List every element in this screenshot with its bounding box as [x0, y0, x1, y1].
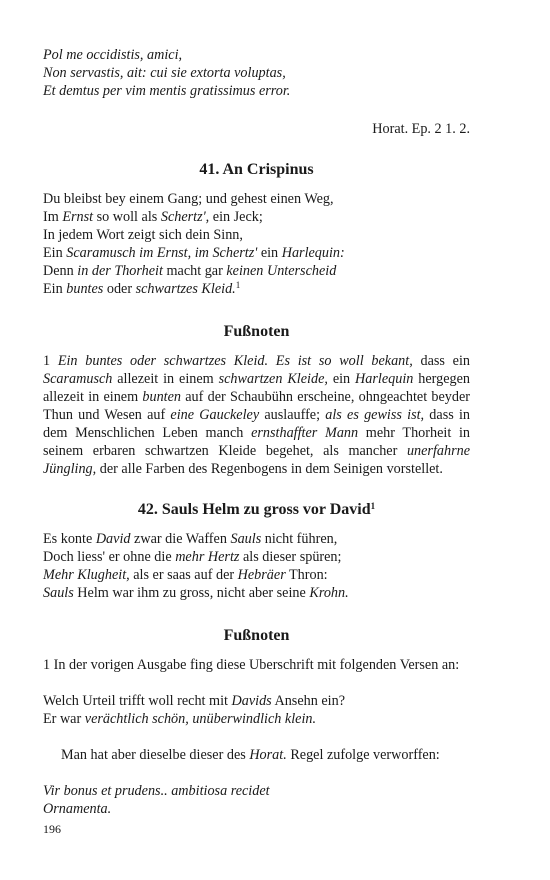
verse-line: Es konte David zwar die Waffen Sauls nicht führen, — [43, 531, 338, 547]
verse-line: Mehr Klugheit, als er saas auf der Hebräer Thron: — [43, 567, 328, 583]
verse-line: Ornamenta. — [43, 801, 112, 817]
footnote-ref[interactable]: 1 — [370, 501, 376, 511]
footnote-text: 1 Ein buntes oder schwartzes Kleid. Es ist so woll bekant, dass ein Scaramusch allezeit in einem schwartzen Kleide, ein Harlequin hergegen allezeit in einem bunten auf der Schaubühn erscheine, ohngeachtet beyder Thun und Wesen auf eine Gauckeley auslauffe; als es gewiss ist, dass in dem Menschlichen Leben manch ernsthaffter Mann mehr Thorheit in seinem erbaren schwartzen Kleide begehet, als mancher unerfahrne Jüngling, der alle Farben des Regenbogens in dem Seinigen vorstellet. — [43, 353, 471, 477]
verse-line: Du bleibst bey einem Gang; und gehest einen Weg, — [43, 191, 334, 207]
verse-line: Er war verächtlich schön, unüberwindlich klein. — [43, 711, 317, 727]
footnotes-heading: Fußnoten — [223, 627, 290, 644]
epigraph-line: Non servastis, ait: cui sie extorta voluptas, — [43, 65, 286, 81]
poem-42 — [43, 530, 470, 602]
page-number: 196 — [43, 822, 61, 836]
epigraph — [43, 46, 470, 100]
poem-41 — [43, 190, 470, 298]
verse-line: Sauls Helm war ihm zu gross, nicht aber seine Krohn. — [43, 585, 349, 601]
verse-line: Ein Scaramusch im Ernst, im Schertz' ein Harlequin: — [43, 245, 345, 261]
poem-41-title: 41. An Crispinus — [199, 161, 314, 178]
footnote-latin-quote — [43, 782, 470, 818]
epigraph-source: Horat. Ep. 2 1. 2. — [372, 121, 470, 137]
poem-42-title: 42. Sauls Helm zu gross vor David$^1$ — [137, 501, 376, 518]
verse-line: In jedem Wort zeigt sich dein Sinn, — [43, 227, 243, 243]
verse-line: Ein buntes oder schwartzes Kleid.$^1$ — [43, 280, 241, 297]
footnotes-heading: Fußnoten — [223, 323, 290, 340]
verse-line: Im Ernst so woll als Schertz', ein Jeck; — [43, 209, 263, 225]
verse-line: Doch liess' er ohne die mehr Hertz als dieser spüren; — [43, 549, 342, 565]
epigraph-line: Et demtus per vim mentis gratissimus error. — [43, 83, 291, 99]
footnote-note: Man hat aber dieselbe dieser des Horat. Regel zufolge verworffen: — [61, 747, 440, 763]
footnote-text: 1 In der vorigen Ausgabe fing diese Uberschrift mit folgenden Versen an: — [43, 657, 460, 673]
verse-line: Denn in der Thorheit macht gar keinen Unterscheid — [43, 263, 337, 279]
footnote-verse — [43, 692, 470, 728]
verse-line: Welch Urteil trifft woll recht mit Davids Ansehn ein? — [43, 693, 345, 709]
footnote-ref[interactable]: 1 — [235, 280, 241, 290]
verse-line: Vir bonus et prudens.. ambitiosa recidet — [43, 783, 270, 799]
page-content — [43, 46, 470, 818]
epigraph-line: Pol me occidistis, amici, — [43, 47, 183, 63]
